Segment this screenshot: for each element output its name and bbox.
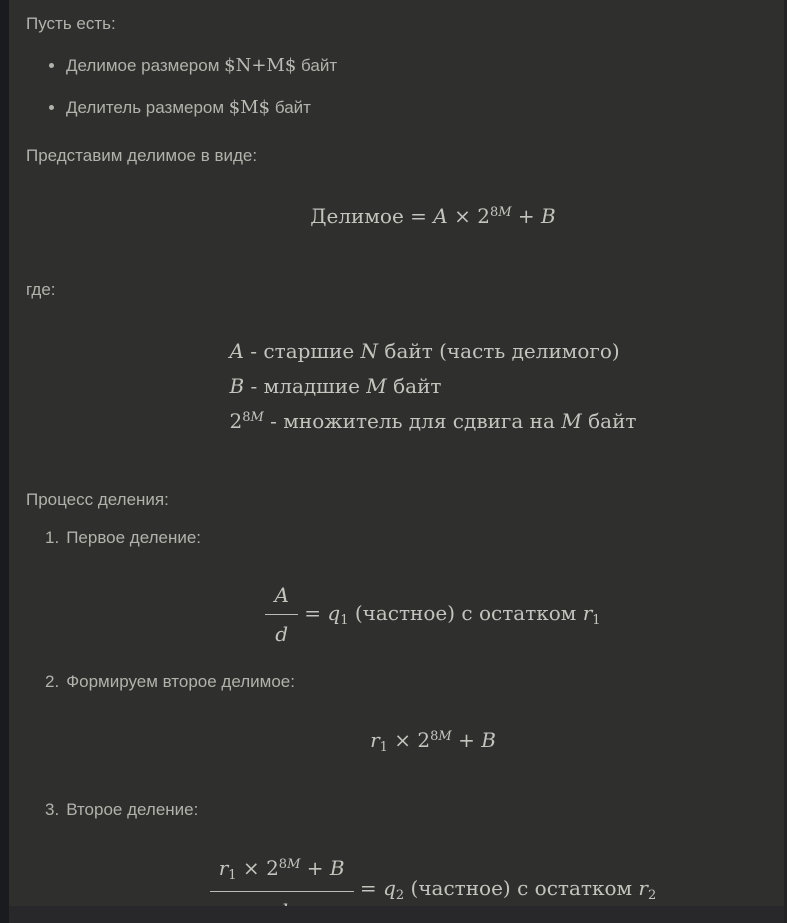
bullet-item-dividend bbox=[26, 54, 767, 77]
where-paragraph: где: bbox=[26, 280, 56, 299]
formula-rhs: = $q_1$ (частное) с остатком $r_1$ bbox=[297, 601, 601, 628]
definition-B: B - младшие M байт bbox=[229, 374, 442, 398]
aligned-equations bbox=[230, 334, 637, 442]
bullet-item-text: Делитель размером $M$ байт bbox=[66, 97, 311, 118]
bullet-icon bbox=[49, 63, 54, 68]
formula-second-dividend bbox=[99, 727, 767, 757]
fraction-denominator: d bbox=[265, 614, 297, 647]
step-label: Второе деление: bbox=[66, 800, 199, 819]
step-label: Формируем второе делимое: bbox=[66, 672, 295, 691]
step-label: Первое деление: bbox=[66, 528, 202, 547]
formula-text bbox=[210, 856, 657, 903]
ordered-item-second-division bbox=[45, 798, 767, 821]
formula-rhs: = $q_2$ (частное) с остатком $r_2$ bbox=[353, 876, 657, 903]
fraction bbox=[265, 582, 297, 647]
bullet-item-divisor bbox=[26, 96, 767, 119]
definitions-block bbox=[99, 334, 767, 442]
bottom-edge-strip bbox=[9, 906, 787, 923]
fraction-numerator: A bbox=[274, 583, 289, 607]
message-content bbox=[9, 0, 787, 923]
bullet-item-text: Делимое размером $N+M$ байт bbox=[66, 55, 338, 76]
formula-text: $r_1 \times 2^{8M} + B$ bbox=[370, 728, 496, 755]
step-number: 2. bbox=[45, 672, 60, 691]
formula-first-division bbox=[99, 582, 767, 647]
formula-dividend-decomposition bbox=[99, 203, 767, 233]
ordered-item-first-division bbox=[45, 526, 767, 549]
bullet-icon bbox=[49, 105, 54, 110]
step-number: 1. bbox=[45, 528, 60, 547]
ordered-item-second-dividend bbox=[45, 670, 767, 693]
represent-paragraph: Представим делимое в виде: bbox=[26, 146, 258, 165]
formula-text: Делимое = $A \times 2^{8M} + B$ bbox=[310, 204, 556, 228]
definition-multiplier: $2^{8M}$ - множитель для сдвига на M байт bbox=[229, 409, 637, 433]
fraction-numerator: $r_1 \times 2^{8M} + B$ bbox=[218, 856, 345, 883]
process-paragraph: Процесс деления: bbox=[26, 490, 169, 509]
step-number: 3. bbox=[45, 800, 60, 819]
intro-paragraph: Пусть есть: bbox=[26, 14, 116, 33]
formula-text bbox=[265, 583, 601, 646]
definition-A: A - старшие N байт (часть делимого) bbox=[229, 339, 620, 363]
